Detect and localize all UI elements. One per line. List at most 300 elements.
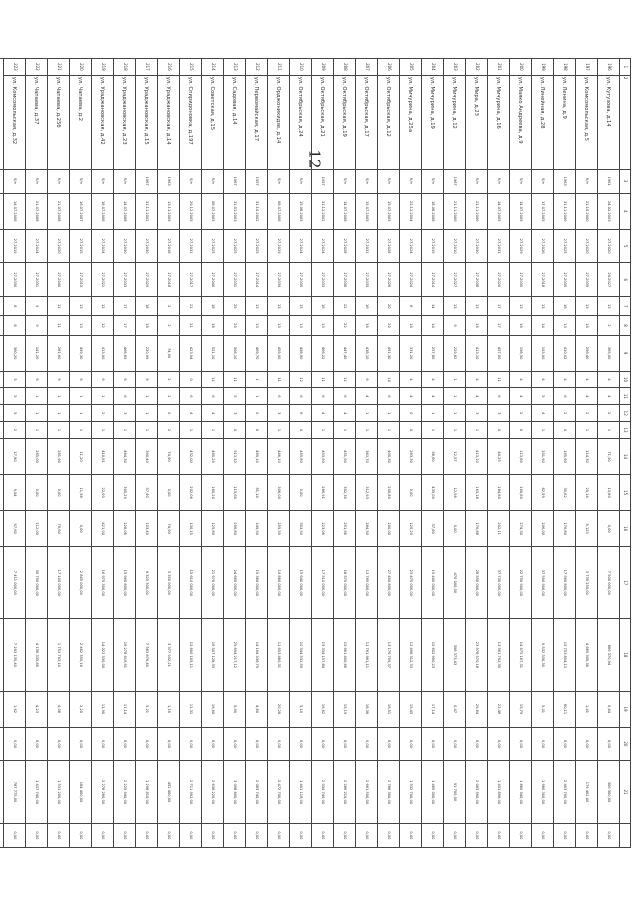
table-cell: 27.2028 [334, 229, 356, 263]
table-cell: 0 [488, 422, 510, 439]
table-cell: 0,00 [48, 823, 70, 847]
table-cell: 202,11 [488, 511, 510, 547]
table-cell: 14.07.2008 [334, 193, 356, 229]
table-cell: 98,60 [422, 438, 444, 474]
table-cell: 91 700,00 [444, 761, 466, 824]
table-cell [0, 316, 4, 335]
table-cell: 1 [444, 405, 466, 422]
table-row [466, 59, 488, 848]
table-cell: 17 [488, 316, 510, 335]
address-cell: ул. Мичурина, д.16 [488, 75, 510, 169]
table-cell: 3 [620, 169, 631, 193]
table-cell: 1 [26, 388, 48, 405]
table-cell: 413,10 [466, 438, 488, 474]
table-cell: 0,00 [554, 727, 576, 761]
table-cell [0, 727, 4, 761]
table-cell: 2 083 990,00 [466, 761, 488, 824]
table-cell: 13 [576, 297, 598, 316]
table-cell: 2,20 [70, 691, 92, 727]
table-cell: 0,00 [466, 823, 488, 847]
table-cell: 8 [4, 316, 26, 335]
table-cell: 27.2019 [4, 229, 26, 263]
table-cell: 21.07.2008 [48, 193, 70, 229]
table-cell: 12,57 [444, 438, 466, 474]
table-cell: 1 980 300,00 [532, 761, 554, 824]
table-cell: 459,80 [290, 438, 312, 474]
table-cell: 15 753 854,13 [554, 619, 576, 691]
table-cell: 0,00 [136, 727, 158, 761]
table-cell: 27.2020 [598, 229, 620, 263]
table-cell: 82,59 [532, 475, 554, 511]
table-cell: 5,01 [532, 691, 554, 727]
table-cell: 27.2025 [202, 229, 224, 263]
table-row [48, 59, 70, 848]
table-cell: 15 [620, 475, 631, 511]
table-cell [0, 193, 4, 229]
table-cell: 27.2024 [400, 263, 422, 297]
table-cell: 6 [26, 371, 48, 388]
table-cell: 2 [158, 316, 180, 335]
table-cell [0, 422, 4, 439]
table-cell: 220,99 [136, 335, 158, 371]
table-cell: 0,00 [92, 823, 114, 847]
table-cell: 0,00 [400, 823, 422, 847]
table-cell: 17 560 800,00 [554, 547, 576, 619]
table-cell: 27.2031 [180, 229, 202, 263]
table-cell: 25 [224, 316, 246, 335]
table-cell: 27.2030 [4, 263, 26, 297]
table-cell: 22,00 [92, 475, 114, 511]
table-cell: 5,90 [224, 691, 246, 727]
table-cell: 0,00 [180, 823, 202, 847]
table-cell: 15 610 000,00 [180, 547, 202, 619]
row-number-cell: 203 [444, 59, 466, 76]
table-cell: 0 [554, 422, 576, 439]
rotated-table-container [11, 58, 631, 848]
table-cell: б/н [26, 169, 48, 193]
table-cell: 7 411 000,00 [4, 547, 26, 619]
table-cell: 223,06 [312, 511, 334, 547]
table-cell: 0,00 [268, 727, 290, 761]
table-cell: 0,00 [290, 727, 312, 761]
table-cell: 1957 [312, 169, 334, 193]
table-cell: 11,31 [180, 691, 202, 727]
table-cell: 13 [268, 297, 290, 316]
table-cell: 0 [180, 371, 202, 388]
table-cell: 1 [26, 405, 48, 422]
table-cell: 15,79 [510, 691, 532, 727]
table-cell: 15.07.2005 [378, 193, 400, 229]
table-cell: б/н [532, 169, 554, 193]
table-cell: 0 [400, 422, 422, 439]
table-cell: 390,40 [136, 438, 158, 474]
table-cell: 2 286 210,00 [334, 761, 356, 824]
table-cell: 432,00 [180, 438, 202, 474]
table-header-row [620, 59, 631, 848]
table-cell: 452 400,00 [158, 761, 180, 824]
table-cell: 6 [48, 371, 70, 388]
table-cell: 13 [598, 297, 620, 316]
table-cell: 16 [356, 316, 378, 335]
table-cell: 28 550 000,00 [466, 547, 488, 619]
table-cell: 16 [356, 297, 378, 316]
table-cell: 5 [4, 388, 26, 405]
table-cell: 0,00 [70, 727, 92, 761]
table-cell: 787 775,00 [4, 761, 26, 824]
table-cell [0, 335, 4, 371]
table-cell: 13,80 [598, 475, 620, 511]
address-cell: ул. Ураджановская, д.15 [136, 75, 158, 169]
table-cell: 20 [378, 316, 400, 335]
table-cell: 3 735 250,00 [576, 547, 598, 619]
table-cell: 1 [422, 405, 444, 422]
row-number-cell: 210 [290, 59, 312, 76]
table-cell: 74,90 [158, 335, 180, 371]
table-row [92, 59, 114, 848]
table-cell: 9,123 [576, 511, 598, 547]
table-cell: 17 [114, 297, 136, 316]
table-cell [0, 169, 4, 193]
table-cell: 2 [598, 405, 620, 422]
table-cell: 2 [158, 297, 180, 316]
table-cell: 23 978 570,18 [466, 619, 488, 691]
table-cell: 2 [92, 405, 114, 422]
table-cell: 4 [532, 371, 554, 388]
table-cell: 193,00 [532, 335, 554, 371]
table-cell: 29.12.2005 [180, 193, 202, 229]
table-cell: 16 [466, 316, 488, 335]
table-cell: 3 [268, 405, 290, 422]
table-cell: 27.2031 [26, 263, 48, 297]
table-cell: 27.2029 [136, 263, 158, 297]
table-cell: 11 [268, 371, 290, 388]
table-cell: 27.2017 [180, 263, 202, 297]
table-cell: 120,20 [400, 511, 422, 547]
table-cell: 1,62 [4, 691, 26, 727]
table-cell: 0,00 [378, 727, 400, 761]
table-cell [0, 547, 4, 619]
table-cell: 2 845 000,00 [70, 547, 92, 619]
document-sheet [11, 58, 631, 848]
table-cell: 1 [26, 422, 48, 439]
table-cell: 27.2031 [488, 229, 510, 263]
table-cell: 1,16 [158, 691, 180, 727]
table-cell: 1 [92, 422, 114, 439]
table-cell: 0,00 [598, 511, 620, 547]
table-cell: 0,00 [444, 727, 466, 761]
table-cell: 0 [246, 405, 268, 422]
table-cell: 4 [312, 405, 334, 422]
table-cell: 21 [180, 316, 202, 335]
table-cell: 08.07.2005 [202, 193, 224, 229]
table-cell: б/н [4, 169, 26, 193]
table-cell: 889 370,94 [598, 619, 620, 691]
table-cell: 305,29 [114, 475, 136, 511]
table-cell: 0,00 [48, 727, 70, 761]
table-cell: 200,00 [378, 511, 400, 547]
table-cell: 21 970 000,00 [202, 547, 224, 619]
table-cell: 22 [334, 316, 356, 335]
table-cell: 18 [202, 297, 224, 316]
table-cell: 0,00 [202, 823, 224, 847]
table-cell: 0,00 [4, 823, 26, 847]
table-cell: 9 [26, 316, 48, 335]
table-cell: 1 [114, 422, 136, 439]
address-cell: ул. Октябрьская, д.17 [356, 75, 378, 169]
table-cell: 6 [356, 371, 378, 388]
table-row [334, 59, 356, 848]
table-cell: 4 [400, 388, 422, 405]
table-cell: 453,50 [312, 438, 334, 474]
table-cell: 12 [92, 316, 114, 335]
table-cell: 6 [268, 388, 290, 405]
table-cell: 17 [620, 547, 631, 619]
table-cell: 0 [510, 422, 532, 439]
table-cell: 9 [620, 335, 631, 371]
table-cell: 15 640 000,00 [290, 547, 312, 619]
table-cell: 13 [70, 316, 92, 335]
table-cell: 113,80 [510, 438, 532, 474]
table-cell: 13 [268, 316, 290, 335]
table-cell: 0,00 [554, 823, 576, 847]
table-cell: 15,45 [400, 691, 422, 727]
table-cell: 0,00 [576, 823, 598, 847]
table-cell: 360,20 [4, 335, 26, 371]
table-cell: 2 [158, 388, 180, 405]
table-cell: 0,00 [488, 727, 510, 761]
table-cell: 4 [202, 405, 224, 422]
table-cell: 0,00 [378, 823, 400, 847]
table-cell: 25 694 217,12 [224, 619, 246, 691]
table-cell: 4 [334, 405, 356, 422]
table-cell: 1 [466, 422, 488, 439]
table-cell: 0,00 [26, 823, 48, 847]
table-cell: 506,10 [224, 335, 246, 371]
table-cell: 14.07.2005 [510, 193, 532, 229]
table-cell: 14 [422, 297, 444, 316]
table-cell: 19 400 000,00 [422, 547, 444, 619]
table-cell: 4,23 [26, 691, 48, 727]
table-cell: 71,30 [598, 438, 620, 474]
table-row [224, 59, 246, 848]
address-cell: ул. Орджоникидзе, д.14 [268, 75, 290, 169]
table-cell: 499,30 [70, 335, 92, 371]
table-cell: 14 [422, 316, 444, 335]
table-cell: 9,04 [4, 475, 26, 511]
table-cell: 1 [136, 405, 158, 422]
table-cell: 2 [576, 405, 598, 422]
row-number-cell: 197 [576, 59, 598, 76]
table-cell: 513,10 [224, 438, 246, 474]
total-label [0, 59, 4, 170]
table-cell: 27.2028 [378, 229, 400, 263]
table-cell: 27.2039 [576, 263, 598, 297]
table-cell: 11 653 480,31 [268, 619, 290, 691]
table-cell: 15 334 157,84 [312, 619, 334, 691]
table-cell: 25,14 [576, 475, 598, 511]
table-cell: 11,20 [70, 438, 92, 474]
table-cell: 1 [202, 422, 224, 439]
table-cell: 16 975 300,00 [92, 547, 114, 619]
table-cell: б/н [466, 169, 488, 193]
table-cell: 176,80 [554, 511, 576, 547]
table-cell: 22 750 900,00 [510, 547, 532, 619]
table-cell: 19 [620, 691, 631, 727]
table-cell: 27.2024 [26, 229, 48, 263]
table-cell: 18 [136, 297, 158, 316]
row-number-cell: 219 [92, 59, 114, 76]
table-cell: 16 [554, 297, 576, 316]
table-cell: 15.07.2005 [356, 193, 378, 229]
row-number-cell: 211 [268, 59, 290, 76]
table-cell: 6 [312, 388, 334, 405]
table-cell: 20,28 [268, 691, 290, 727]
table-cell: б/н [48, 169, 70, 193]
table-cell [620, 823, 631, 847]
row-number-cell: 1 [620, 59, 631, 76]
row-number-cell: 202 [466, 59, 488, 76]
table-cell: 1967 [444, 169, 466, 193]
table-cell: 21 [180, 297, 202, 316]
table-cell: 184 400,00 [70, 761, 92, 824]
table-cell: 0,00 [444, 511, 466, 547]
table-cell: 0,00 [532, 823, 554, 847]
address-cell: ул. Ураджановская, д.42 [92, 75, 114, 169]
table-cell: 10 602 990,23 [422, 619, 444, 691]
table-cell: 2 225 940,00 [114, 761, 136, 824]
table-cell: 16,60 [202, 691, 224, 727]
table-cell: 284,50 [356, 511, 378, 547]
table-cell: 23 470 000,00 [400, 547, 422, 619]
table-cell: 274,30 [510, 511, 532, 547]
table-cell: 29,84 [466, 691, 488, 727]
table-cell: 0,00 [92, 727, 114, 761]
table-cell: 13 [510, 297, 532, 316]
table-cell: 37,80 [422, 511, 444, 547]
table-cell: 302,30 [334, 475, 356, 511]
table-cell: 115,60 [224, 475, 246, 511]
table-cell: 13 [444, 297, 466, 316]
table-cell: 18 [620, 619, 631, 691]
table-cell: 15 960 800,00 [114, 547, 136, 619]
table-cell: б/н [180, 169, 202, 193]
table-cell: 0,00 [26, 727, 48, 761]
table-cell: 141,20 [26, 335, 48, 371]
table-cell: 1 451 856,00 [488, 761, 510, 824]
table-cell: 201,90 [532, 438, 554, 474]
table-cell: 0,00 [158, 475, 180, 511]
table-cell: 4 889 300,38 [576, 619, 598, 691]
table-cell: 0 [290, 422, 312, 439]
table-cell: 37 590 900,00 [532, 547, 554, 619]
table-cell: 4 [510, 371, 532, 388]
table-cell: 0,00 [334, 823, 356, 847]
address-cell: ул. Чапаева, д.2 [70, 75, 92, 169]
row-number-cell: 209 [312, 59, 334, 76]
table-cell: 1 437 740,00 [26, 761, 48, 824]
table-cell: б/н [576, 169, 598, 193]
table-cell: 16 [620, 511, 631, 547]
table-cell: 9 [26, 297, 48, 316]
table-cell: 27.2021 [92, 263, 114, 297]
table-cell: 12 498 312,33 [400, 619, 422, 691]
table-cell: 251,96 [334, 511, 356, 547]
table-cell: 0,00 [488, 823, 510, 847]
table-cell: б/н [290, 169, 312, 193]
table-cell: 4 [554, 371, 576, 388]
table-cell: 60,11 [554, 691, 576, 727]
table-cell: 206,00 [532, 511, 554, 547]
table-cell: 2 661 500,00 [356, 761, 378, 824]
table-cell: 4,08 [48, 691, 70, 727]
table-cell: 0,00 [26, 475, 48, 511]
table-cell: б/н [378, 169, 400, 193]
table-cell: 1 [246, 371, 268, 388]
table-cell: 184,80 [488, 475, 510, 511]
table-cell: 17 [114, 316, 136, 335]
table-cell: 27.2024 [312, 229, 334, 263]
table-cell: 4 [466, 388, 488, 405]
table-cell: б/н [510, 169, 532, 193]
table-row [158, 59, 180, 848]
table-cell: 2 463 790,00 [554, 761, 576, 824]
table-cell: 0,00 [246, 727, 268, 761]
row-number-cell: 217 [136, 59, 158, 76]
row-number-cell: 221 [48, 59, 70, 76]
table-cell: 11,58 [70, 475, 92, 511]
table-cell: 11 [48, 316, 70, 335]
table-cell: 6 [114, 388, 136, 405]
table-cell: 13 [246, 316, 268, 335]
table-cell: 365,00 [598, 335, 620, 371]
table-cell: 20.2027 [598, 263, 620, 297]
table-cell: 2 083 740,00 [246, 761, 268, 824]
table-cell: 521,10 [202, 335, 224, 371]
table-cell: 18.08.2008 [422, 193, 444, 229]
table-cell: 74,90 [158, 511, 180, 547]
table-cell: 15 [290, 297, 312, 316]
table-cell: 296,40 [576, 335, 598, 371]
table-cell: 8 [400, 297, 422, 316]
table-cell: 163,18 [466, 475, 488, 511]
table-cell: 0,00 [312, 823, 334, 847]
table-cell: 13 [246, 297, 268, 316]
table-cell: 6 [488, 388, 510, 405]
table-cell: 1 [356, 405, 378, 422]
table-cell: 27.2030 [136, 229, 158, 263]
table-cell: 27.2039 [268, 263, 290, 297]
table-cell: 5,21 [136, 691, 158, 727]
table-row [26, 59, 48, 848]
table-cell: 0,00 [4, 727, 26, 761]
table-cell: 4 [466, 371, 488, 388]
row-number-cell: 196 [598, 59, 620, 76]
table-cell: 1 532 700,00 [400, 761, 422, 824]
address-cell: ул. Чапаева, д.25б [48, 75, 70, 169]
table-cell: 149,50 [246, 511, 268, 547]
table-cell: 4 [598, 371, 620, 388]
address-cell: ул. Советская, д.15 [202, 75, 224, 169]
table-cell: 14.07.2005 [488, 193, 510, 229]
address-cell: ул. Маяко Андреева, д.9 [510, 75, 532, 169]
table-cell: 0 [246, 422, 268, 439]
table-cell: 1 [70, 405, 92, 422]
table-cell: 1 [312, 422, 334, 439]
table-cell: 13 561 792,35 [488, 619, 510, 691]
table-cell: 0,00 [576, 727, 598, 761]
table-body [0, 59, 631, 848]
table-cell [0, 619, 4, 691]
